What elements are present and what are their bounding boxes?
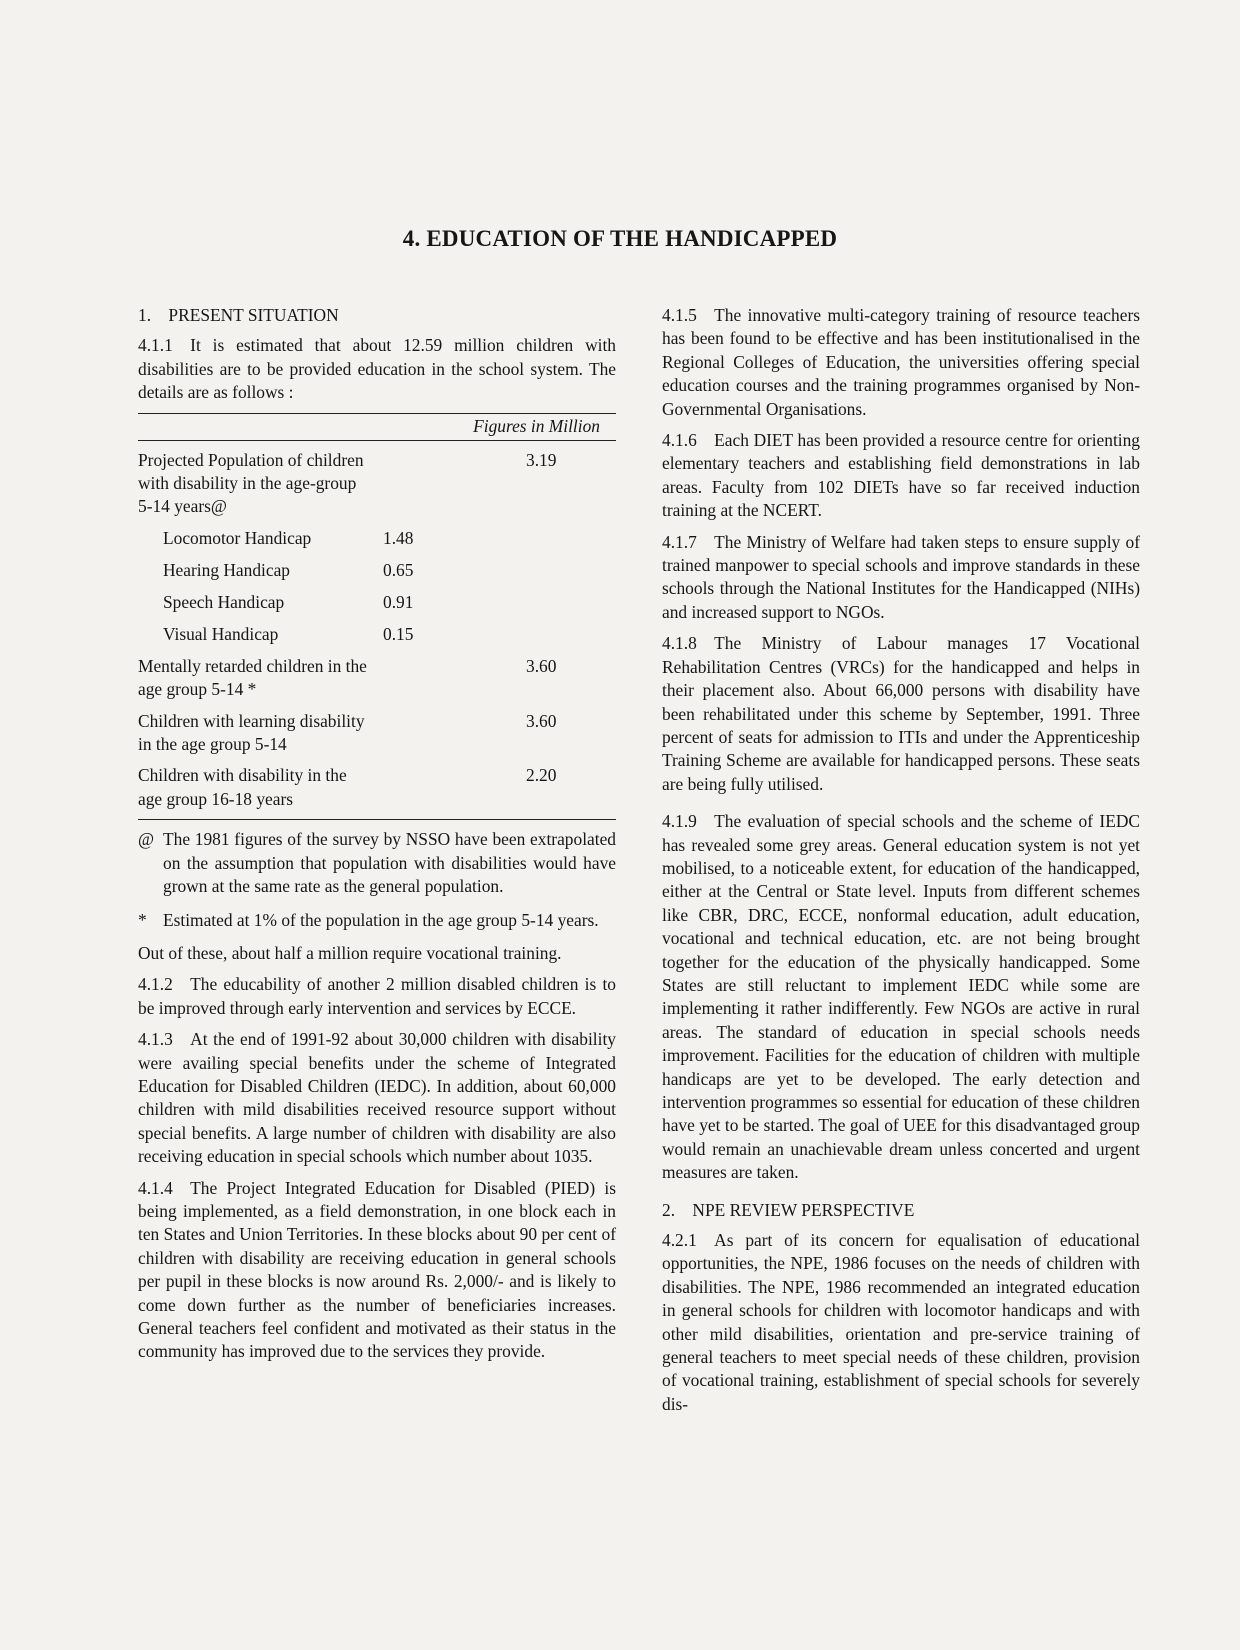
table-row-visual [138,623,616,647]
row-label: Children with learning disability in the age group 5-14 [138,710,365,755]
sub-row-value: 0.91 [383,591,414,612]
table-row-speech [138,591,616,615]
row-value: 2.20 [526,765,557,786]
table-row-hearing [138,559,616,583]
sub-row-value: 1.48 [383,527,414,548]
paragraph-4-1-9: 4.1.9 The evaluation of special schools and the scheme of IEDC has revealed some grey areas. General education system is not yet mobilised, to a noticeable extent, for education of the handicapped, either at the Central or State level. Inputs from different schemes like CBR, DRC, ECCE, nonformal education, adult education, vocational and technical education, etc. are not being brought together for the education of the physically handicapped. Some States are still reluctant to implement IEDC while some are implementing it rather indifferently. Few NGOs are active in rural areas. The standard of education in special schools needs improvement. Facilities for the education of children with multiple handicaps are yet to be developed. The early detection and intervention programmes so essential for education of these children have yet to be started. The goal of UEE for this disadvantaged group would remain an unachievable dream unless concerted and urgent measures are taken. [662,811,1140,1183]
right-column [662,304,1140,1424]
footnote-symbol: * [138,909,147,930]
table-row-locomotor [138,527,616,551]
paragraph-4-1-5: 4.1.5 The innovative multi-category training of resource teachers has been found to be effective and has been institutionalised in the Regional Colleges of Education, the universities offering special education courses and the training programmes organised by Non-Governmental Organisations. [662,305,1140,419]
sub-row-label: Visual Handicap [163,623,279,644]
row-label: Projected Population of children with disability in the age-group 5-14 years@ [138,449,364,517]
sub-row-label: Speech Handicap [163,591,285,612]
row-value: 3.60 [526,710,557,731]
paragraph-4-1-4: 4.1.4 The Project Integrated Education for Disabled (PIED) is being implemented, as a field demonstration, in one block each in ten States and Union Territories. In these blocks about 90 per cent of children with disability are receiving education in general schools per pupil in these blocks is now around Rs. 2,000/- and is likely to come down further as the number of beneficiaries increases. General teachers feel confident and motivated as their status in the community has improved due to the services they provide. [138,1177,616,1362]
paragraph-4-1-6: 4.1.6 Each DIET has been provided a resource centre for orienting elementary teachers and establishing field demonstrations in lab areas. Faculty from 102 DIETs have so far received induction training at the NCERT. [662,430,1140,521]
table-bottom-rule [138,819,616,820]
table-row-projected-population [138,449,616,519]
table-header-figures-in-million: Figures in Million [473,415,600,436]
paragraph-4-1-1: 4.1.1 It is estimated that about 12.59 million children with disabilities are to be provided education in the school system. The details are as follows : [138,335,616,403]
row-value: 3.60 [526,655,557,676]
paragraph-4-1-3: 4.1.3 At the end of 1991-92 about 30,000 children with disability were availing special benefits under the scheme of Integrated Education for Disabled Children (IEDC). In addition, about 60,000 children with mild disabilities received resource support without special benefits. A large number of children with disability are also receiving education in special schools which number about 1035. [138,1029,616,1167]
sub-row-label: Locomotor Handicap [163,527,312,548]
paragraph-4-1-2: 4.1.2 The educability of another 2 million disabled children is to be improved through early intervention and services by ECCE. [138,974,616,1018]
footnote-text: Estimated at 1% of the population in the age group 5-14 years. [163,909,599,930]
disability-figures-table [138,413,616,932]
footnote-star [138,909,616,932]
footnote-text: The 1981 figures of the survey by NSSO have been extrapolated on the assumption that population with disabilities would have grown at the same rate as the general population. [163,829,616,897]
section-heading-npe-review: 2. NPE REVIEW PERSPECTIVE [662,1199,915,1220]
page-title: 4. EDUCATION OF THE HANDICAPPED [402,226,838,251]
table-row-mentally-retarded [138,655,616,702]
table-body [138,441,616,812]
sub-row-value: 0.65 [383,559,414,580]
paragraph-4-2-1: 4.2.1 As part of its concern for equalisation of educational opportunities, the NPE, 1986 focuses on the needs of children with disabilities. The NPE, 1986 recommended an integrated education in general schools for children with locomotor handicaps and with other mild disabilities, orientation and pre-service training of general teachers to meet special needs of these children, provision of vocational training, establishment of special schools for severely dis- [662,1230,1140,1414]
sub-row-label: Hearing Handicap [163,559,290,580]
section-heading-present-situation: 1. PRESENT SITUATION [138,305,339,325]
footnote-at [138,828,616,898]
paragraph-vocational: Out of these, about half a million require vocational training. [138,942,562,963]
footnote-symbol: @ [138,829,155,850]
table-row-age-16-18 [138,764,616,811]
paragraph-4-1-8: 4.1.8 The Ministry of Labour manages 17 Vocational Rehabilitation Centres (VRCs) for the handicapped and helps in their placement also. About 66,000 persons with disability have been rehabilitated under this scheme by September, 1991. Three percent of seats for admission to ITIs and under the Apprenticeship Training Scheme are available for handicapped persons. These seats are being fully utilised. [662,633,1140,794]
row-label: Children with disability in the age group 16-18 years [138,765,347,809]
sub-row-value: 0.15 [383,623,414,644]
table-row-learning-disability [138,710,616,757]
paragraph-4-1-7: 4.1.7 The Ministry of Welfare had taken steps to ensure supply of trained manpower to special schools and improve standards in these schools through the National Institutes for the Handicapped (NIHs) and increased support to NGOs. [662,531,1140,622]
row-value: 3.19 [526,449,557,470]
left-column [138,304,616,1372]
row-label: Mentally retarded children in the age group 5-14 * [138,655,367,700]
